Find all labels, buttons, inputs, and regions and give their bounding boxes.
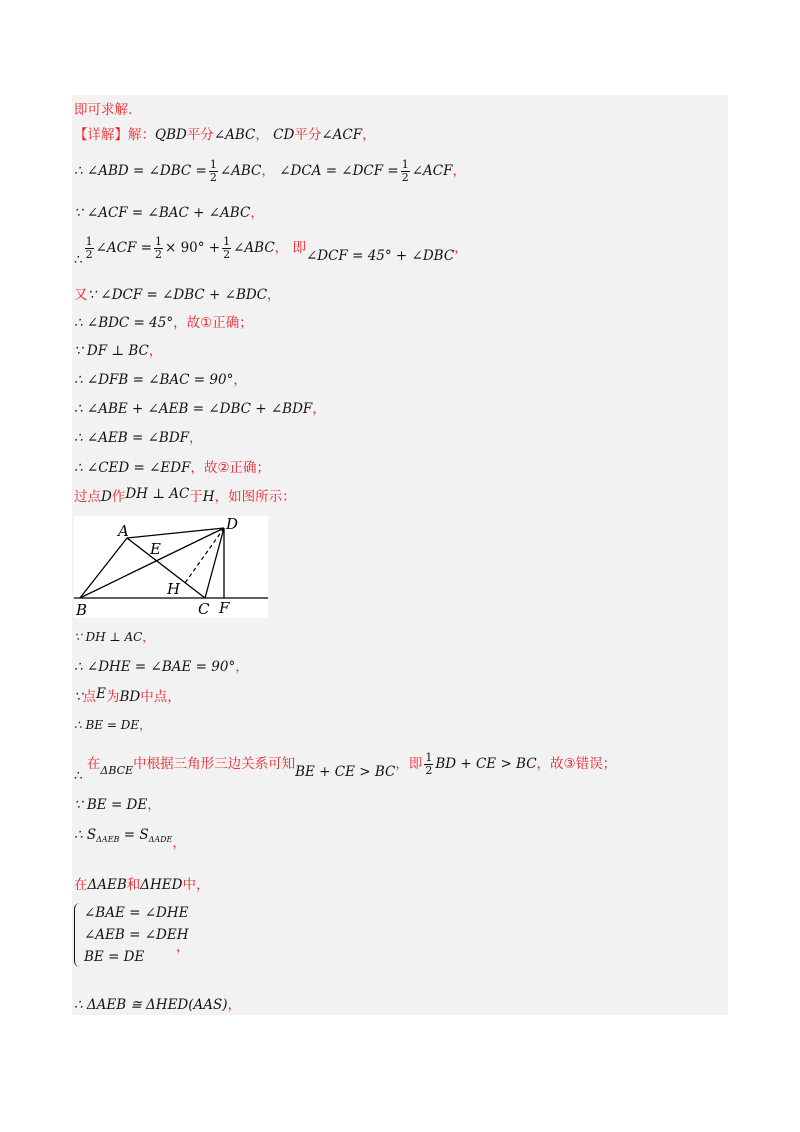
text-line-18: ∴ 在$_{\Delta BCE}$中根据三角形三边关系可知BE + CE > BC，即 $\frac{1}{2}$ BD + CE > BC，故③错误； bbox=[74, 751, 617, 784]
segment-ac bbox=[127, 538, 205, 598]
text-line-21: 在ΔAEB和ΔHED中， bbox=[74, 877, 210, 893]
text-line-19: ∵ BE = DE， bbox=[74, 797, 161, 813]
label-d: D bbox=[226, 516, 239, 533]
segment-ba bbox=[80, 538, 127, 598]
text-line-2: 【详解】解：QBD平分∠ABC， CD平分∠ACF， bbox=[74, 127, 376, 143]
fraction-half: $\frac{1}{2}$ bbox=[85, 235, 93, 261]
system-line-1: ∠BAE = ∠DHE bbox=[84, 905, 189, 921]
system-comma: ， bbox=[176, 939, 190, 955]
text-line-12: ∴ ∠CED = ∠EDF，故②正确； bbox=[74, 460, 271, 476]
text-line-3: ∴ ∠ABD = ∠DBC = $\frac{1}{2}$ ∠ABC， ∠DCA = ∠DCF = $\frac{1}{2}$ ∠ACF， bbox=[74, 158, 466, 184]
geometry-figure bbox=[74, 516, 268, 618]
label-f: F bbox=[219, 599, 230, 617]
system-line-3: BE = DE bbox=[84, 949, 145, 965]
segment-cd bbox=[205, 528, 224, 598]
text-line-8: ∵ DF ⊥ BC， bbox=[74, 343, 163, 359]
label-a: A bbox=[118, 522, 129, 540]
fraction-half: $\frac{1}{2}$ bbox=[154, 235, 162, 261]
fraction-half: $\frac{1}{2}$ bbox=[223, 235, 231, 261]
fraction-half: $\frac{1}{2}$ bbox=[425, 751, 433, 777]
text-line-20: ∴ $S_{\Delta AEB} = S_{\Delta ADE}$， bbox=[74, 827, 186, 851]
text-line-17: ∴ BE = DE， bbox=[74, 718, 152, 732]
text-line-9: ∴ ∠DFB = ∠BAC = 90°， bbox=[74, 372, 247, 388]
label-h: H bbox=[167, 580, 181, 598]
system-line-2: ∠AEB = ∠DEH bbox=[84, 927, 189, 943]
text-line-15: ∴ ∠DHE = ∠BAE = 90°， bbox=[74, 659, 249, 675]
segment-ad bbox=[127, 528, 224, 538]
segment-dh-dashed bbox=[185, 528, 224, 583]
text-line-13: 过点D作DH ⊥ AC于H，如图所示： bbox=[74, 486, 296, 505]
fraction-half: $\frac{1}{2}$ bbox=[209, 158, 217, 184]
text-line-1: 即可求解. bbox=[74, 102, 133, 118]
text-line-10: ∴ ∠ABE + ∠AEB = ∠DBC + ∠BDF， bbox=[74, 401, 326, 417]
text-line-11: ∴ ∠AEB = ∠BDF， bbox=[74, 430, 203, 446]
text-line-14: ∵ DH ⊥ AC， bbox=[74, 630, 155, 644]
label-b: B bbox=[76, 601, 88, 618]
text-line-16: ∵点E为BD中点， bbox=[74, 686, 181, 705]
triangle-diagram bbox=[74, 516, 268, 618]
text-line-7: ∴ ∠BDC = 45°，故①正确； bbox=[74, 315, 253, 331]
segment-bd bbox=[80, 528, 224, 598]
fraction-half: $\frac{1}{2}$ bbox=[401, 158, 409, 184]
equation-system-brace bbox=[74, 903, 81, 967]
text-line-22: ∴ ΔAEB ≅ ΔHED(AAS)， bbox=[74, 997, 242, 1013]
text-line-6: 又∵ ∠DCF = ∠DBC + ∠BDC， bbox=[74, 287, 281, 303]
label-c: C bbox=[198, 600, 210, 618]
text-line-4: ∵ ∠ACF = ∠BAC + ∠ABC， bbox=[74, 205, 264, 221]
label-e: E bbox=[150, 540, 161, 558]
text-line-5: ∴ $\frac{1}{2}$ ∠ACF = $\frac{1}{2}$ × 90° + $\frac{1}{2}$ ∠ABC， 即∠DCF = 45° + ∠DBC， bbox=[74, 235, 468, 268]
